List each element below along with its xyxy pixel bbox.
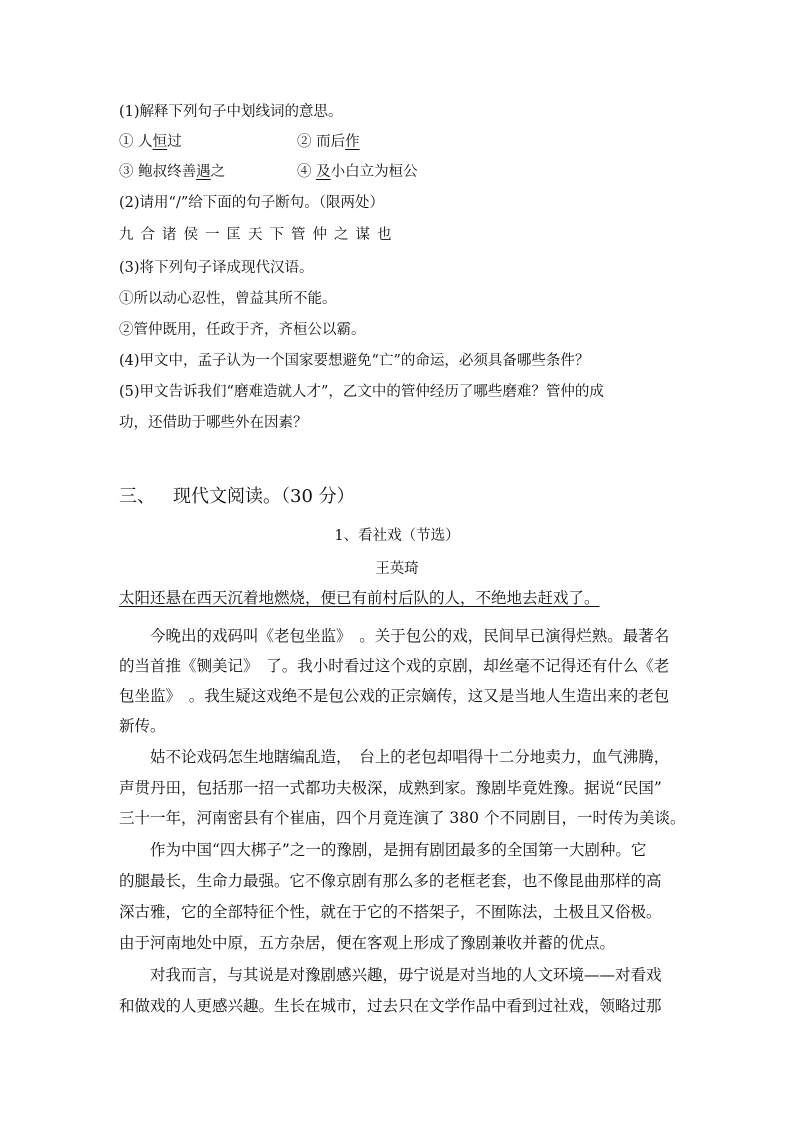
article-lead-sentence bbox=[119, 588, 679, 608]
article-line: 和做戏的人更感兴趣。生长在城市，过去只在文学作品中看到过社戏，领略过那 bbox=[119, 997, 662, 1015]
question-2: (2)请用“/”给下面的句子断句。（限两处） bbox=[119, 195, 384, 211]
article-author: 王英琦 bbox=[375, 561, 419, 577]
question-1: (1)解释下列句子中划线词的意思。 bbox=[119, 104, 343, 120]
article-line: 三十一年，河南密县有个崔庙，四个月竟连演了 380 个不同剧目，一时传为美谈。 bbox=[119, 809, 686, 827]
section-title: 现代文阅读。（30 分） bbox=[173, 486, 355, 507]
word-item-1: ① 人恒过 bbox=[119, 134, 182, 150]
article-line: 声贯丹田，包括那一招一式都功夫极深，成熟到家。豫剧毕竟姓豫。据说“民国” bbox=[119, 779, 662, 797]
translation-sentence-1: ①所以动心忍性，曾益其所不能。 bbox=[119, 291, 337, 307]
article-line: 深古雅，它的全部特征个性，就在于它的不搭架子，不囿陈法，土极且又俗极。 bbox=[119, 903, 662, 921]
article-line: 姑不论戏码怎生地瞎编乱造， 台上的老包却唱得十二分地卖力，血气沸腾， bbox=[119, 748, 670, 766]
question-3: (3)将下列句子译成现代汉语。 bbox=[119, 260, 314, 276]
question-5-line-1: (5)甲文告诉我们“磨难造就人才”，乙文中的管仲经历了哪些磨难？管仲的成 bbox=[119, 384, 604, 400]
underlined-word: 恒 bbox=[152, 134, 168, 150]
underlined-lead: 太阳还悬在西天沉着地燃烧，便已有前村后队的人，不绝地去赶戏了。 bbox=[119, 589, 600, 607]
word-item-4: ④ 及小白立为桓公 bbox=[297, 164, 418, 180]
underlined-word: 作 bbox=[345, 134, 360, 150]
section-heading bbox=[119, 485, 355, 509]
word-item-2: ② 而后作 bbox=[297, 134, 360, 150]
article-line: 由于河南地处中原，五方杂居，便在客观上形成了豫剧兼收并蓄的优点。 bbox=[119, 934, 616, 952]
article-line: 作为中国“四大梆子”之一的豫剧，是拥有剧团最多的全国第一大剧种。它 bbox=[119, 841, 647, 859]
article-title: 1、看社戏（节选） bbox=[334, 528, 460, 544]
punctuation-sentence: 九合诸侯一匡天下管仲之谋也 bbox=[119, 227, 399, 243]
section-number: 三、 bbox=[119, 486, 155, 507]
article-line: 的腿最长，生命力最强。它不像京剧有那么多的老框老套，也不像昆曲那样的高 bbox=[119, 872, 662, 890]
article-line: 包坐监》 。我生疑这戏绝不是包公戏的正宗嫡传，这又是当地人生造出来的老包 bbox=[119, 687, 670, 705]
word-item-3: ③ 鲍叔终善遇之 bbox=[119, 164, 226, 180]
article-line: 新传。 bbox=[119, 717, 166, 735]
article-line: 今晚出的戏码叫《老包坐监》 。关于包公的戏，民间早已演得烂熟。最著名 bbox=[119, 627, 670, 645]
question-4: (4)甲文中，孟子认为一个国家要想避免“亡”的命运，必须具备哪些条件？ bbox=[119, 353, 590, 369]
underlined-word: 遇 bbox=[196, 164, 211, 180]
translation-sentence-2: ②管仲既用，任政于齐，齐桓公以霸。 bbox=[119, 322, 366, 338]
question-5-line-2: 功，还借助于哪些外在因素？ bbox=[119, 415, 308, 431]
article-line: 对我而言，与其说是对豫剧感兴趣，毋宁说是对当地的人文环境——对看戏 bbox=[119, 966, 662, 984]
underlined-word: 及 bbox=[316, 164, 331, 180]
article-line: 的当首推《铡美记》 了。我小时看过这个戏的京剧，却丝毫不记得还有什么《老 bbox=[119, 657, 670, 675]
